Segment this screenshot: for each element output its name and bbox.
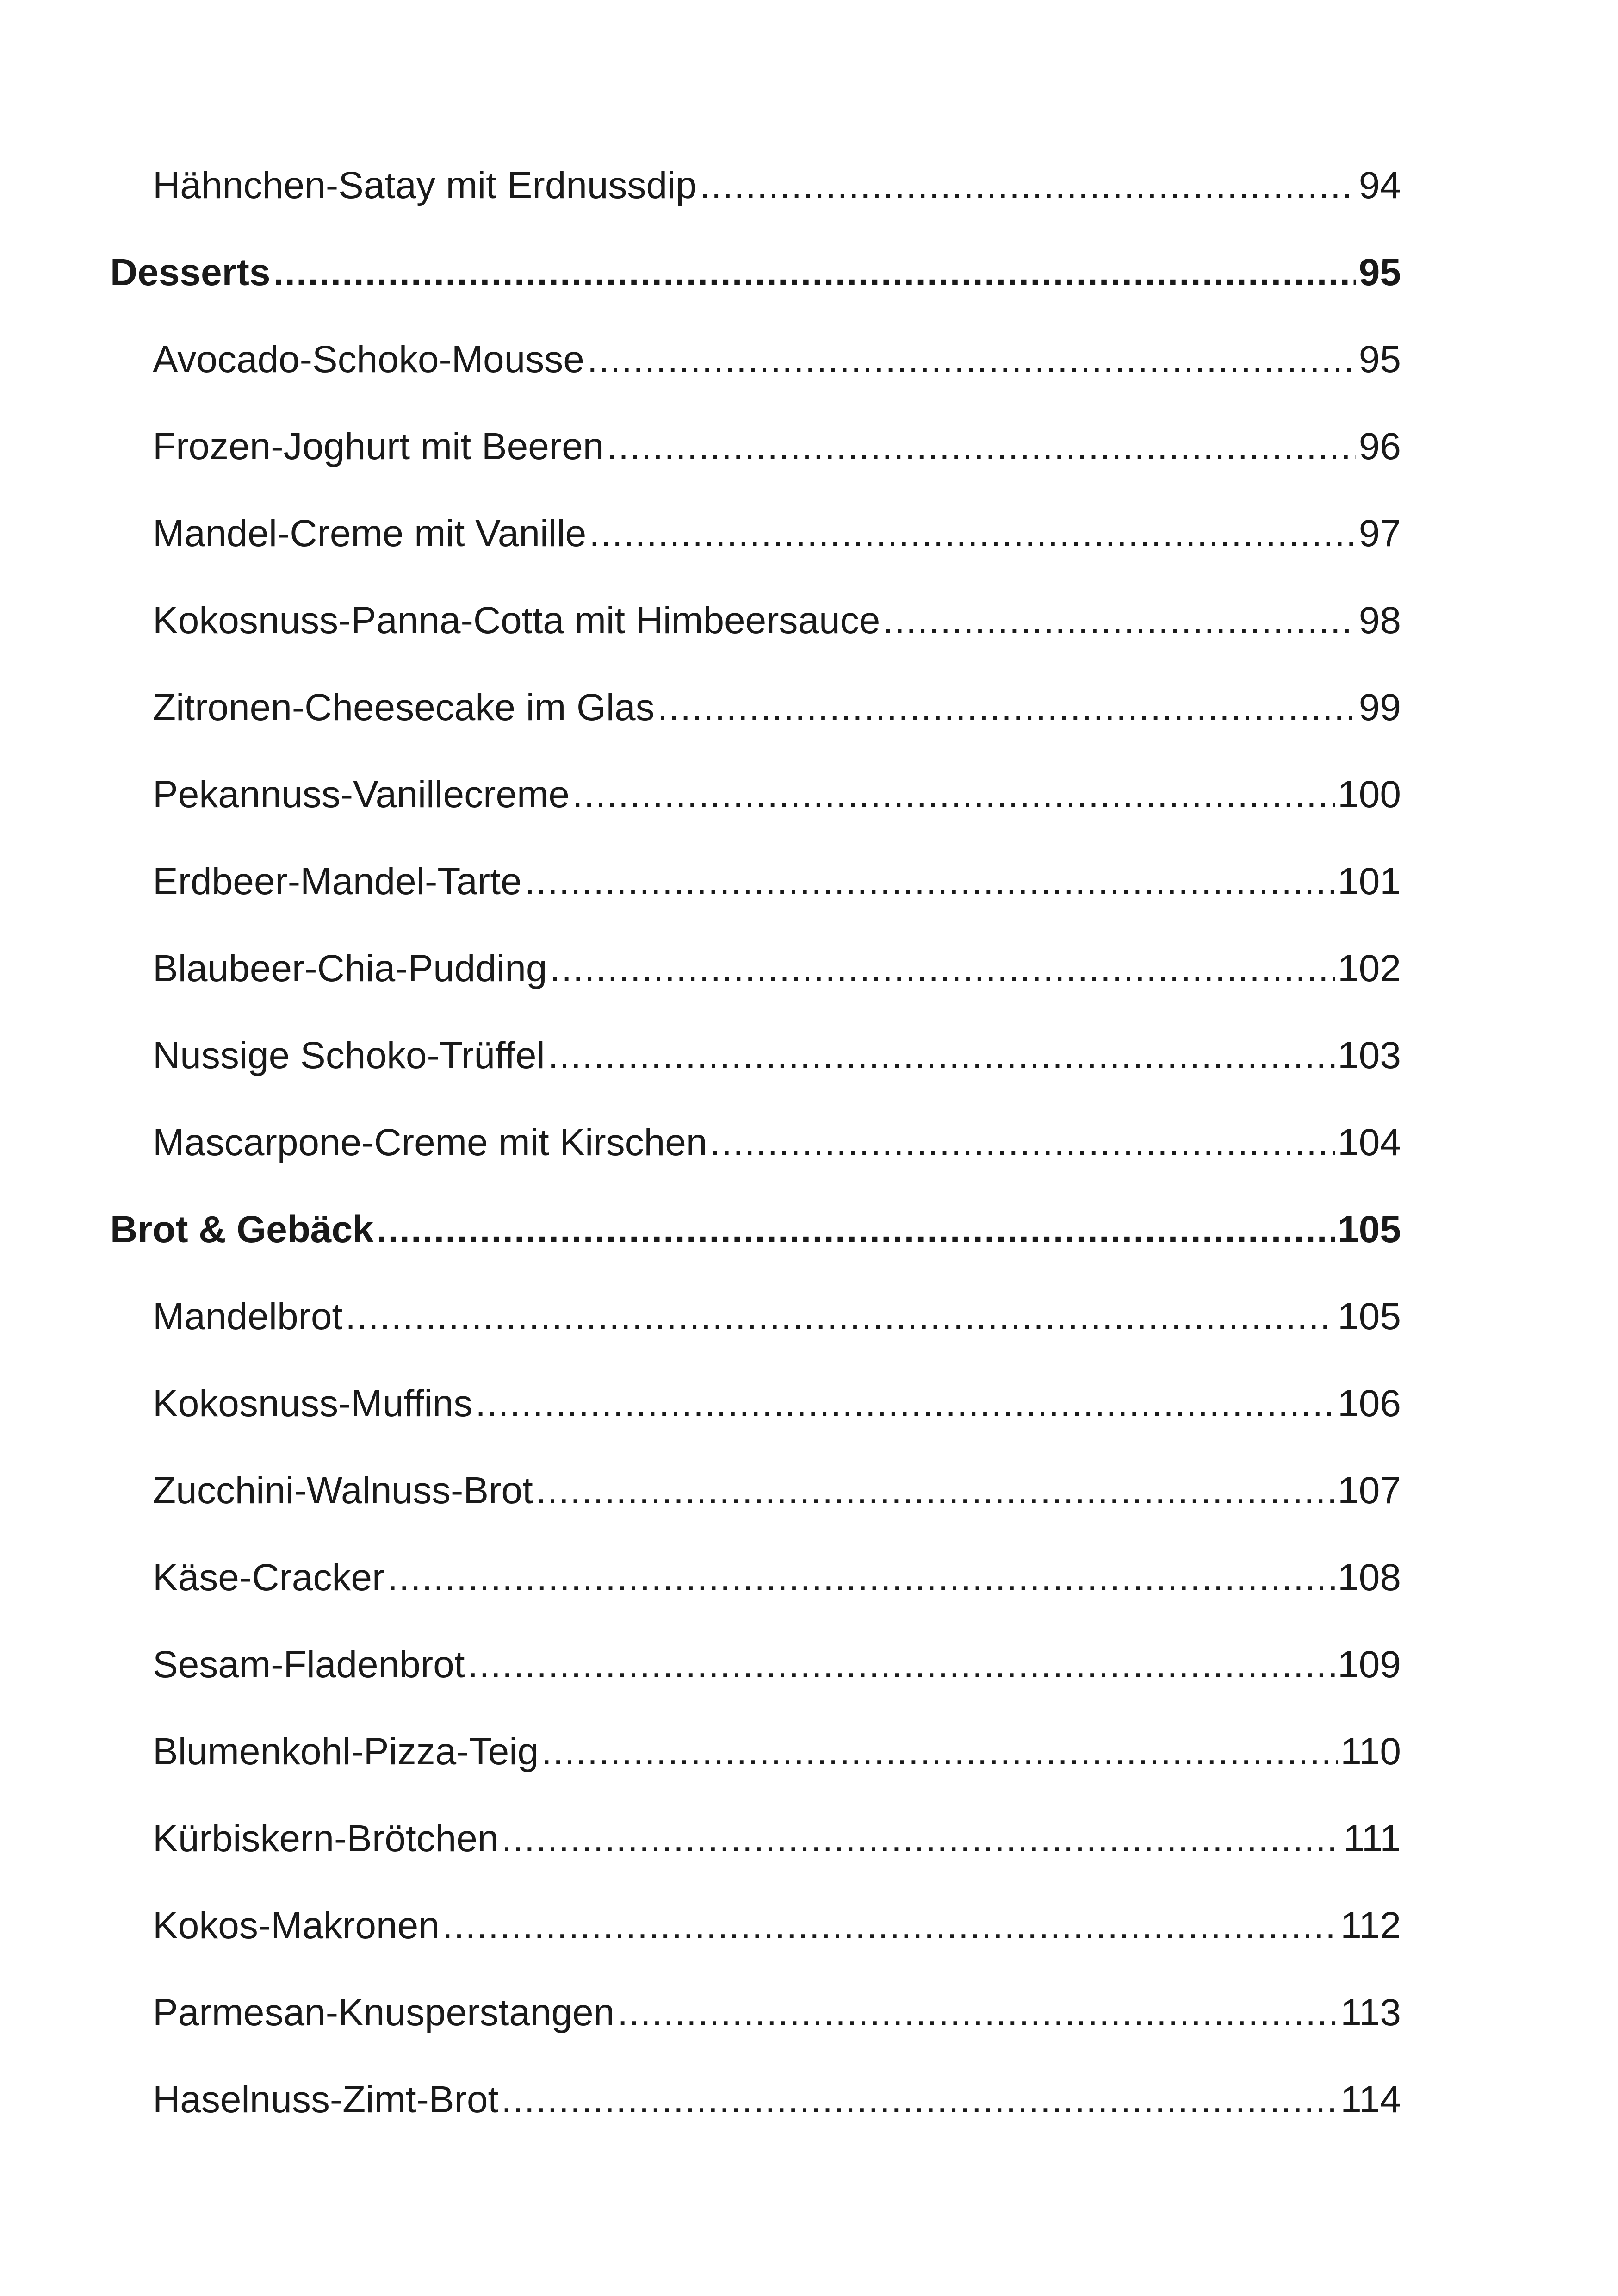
toc-page-number: 95 (1358, 338, 1401, 380)
dot-leader (883, 602, 1356, 640)
toc-entry-title: Kokos-Makronen (153, 1904, 440, 1947)
dot-leader (572, 776, 1335, 814)
toc-entry-title: Haselnuss-Zimt-Brot (153, 2078, 499, 2121)
toc-entry-title: Käse-Cracker (153, 1556, 385, 1599)
toc-page-number: 111 (1343, 1817, 1401, 1860)
toc-page-number: 95 (1358, 251, 1401, 293)
toc-entry-title: Brot & Gebäck (110, 1208, 374, 1251)
toc-entry-title: Erdbeer-Mandel-Tarte (153, 860, 522, 902)
toc-entry[interactable] (110, 599, 1401, 689)
dot-leader (442, 1907, 1338, 1945)
toc-page-number: 94 (1358, 164, 1401, 206)
toc-entry-title: Blumenkohl-Pizza-Teig (153, 1730, 539, 1773)
toc-entry-title: Kürbiskern-Brötchen (153, 1817, 499, 1860)
dot-leader (589, 515, 1356, 553)
dot-leader (710, 1124, 1335, 1162)
toc-page-number: 96 (1358, 425, 1401, 467)
toc-entry-title: Hähnchen-Satay mit Erdnussdip (153, 164, 697, 206)
dot-leader (525, 863, 1335, 901)
toc-entry-title: Zitronen-Cheesecake im Glas (153, 686, 655, 728)
toc-entry-title: Mascarpone-Creme mit Kirschen (153, 1121, 707, 1164)
dot-leader (468, 1646, 1335, 1684)
toc-entry[interactable] (110, 425, 1401, 515)
toc-section-heading[interactable] (110, 251, 1401, 341)
dot-leader (587, 341, 1356, 379)
toc-entry[interactable] (110, 512, 1401, 602)
toc-entry-title: Parmesan-Knusperstangen (153, 1991, 615, 2034)
toc-entry[interactable] (110, 1730, 1401, 1820)
dot-leader (536, 1472, 1335, 1510)
dot-leader (541, 1733, 1338, 1771)
toc-entry-title: Mandel-Creme mit Vanille (153, 512, 587, 554)
toc-entry[interactable] (110, 1295, 1401, 1385)
toc-entry[interactable] (110, 1121, 1401, 1211)
dot-leader (657, 689, 1356, 727)
dot-leader (377, 1211, 1335, 1249)
toc-page-number: 110 (1340, 1730, 1401, 1773)
toc-entry-title: Mandelbrot (153, 1295, 343, 1338)
toc-entry[interactable] (110, 947, 1401, 1037)
toc-page-number: 114 (1340, 2078, 1401, 2121)
toc-page-number: 106 (1338, 1382, 1401, 1425)
toc-entry[interactable] (110, 773, 1401, 863)
toc-entry-title: Desserts (110, 251, 271, 293)
toc-entry[interactable] (110, 1034, 1401, 1124)
dot-leader (273, 254, 1356, 292)
toc-entry[interactable] (110, 1382, 1401, 1472)
dot-leader (617, 1994, 1338, 2032)
toc-page-number: 104 (1338, 1121, 1401, 1164)
dot-leader (548, 1037, 1335, 1075)
dot-leader (700, 167, 1356, 205)
toc-page-number: 105 (1338, 1208, 1401, 1251)
toc-page-number: 113 (1340, 1991, 1401, 2034)
toc-entry-title: Avocado-Schoko-Mousse (153, 338, 584, 380)
toc-page-number: 98 (1358, 599, 1401, 641)
toc-entry[interactable] (110, 1817, 1401, 1907)
toc-entry[interactable] (110, 338, 1401, 428)
toc-section-heading[interactable] (110, 1208, 1401, 1298)
toc-entry-title: Zucchini-Walnuss-Brot (153, 1469, 533, 1512)
dot-leader (387, 1559, 1335, 1597)
toc-page-number: 103 (1338, 1034, 1401, 1076)
toc-page-number: 99 (1358, 686, 1401, 728)
toc-page-number: 108 (1338, 1556, 1401, 1599)
dot-leader (501, 1820, 1340, 1858)
toc-entry[interactable] (110, 1556, 1401, 1646)
toc-entry-title: Sesam-Fladenbrot (153, 1643, 465, 1686)
toc-page-number: 109 (1338, 1643, 1401, 1686)
toc-page-number: 105 (1338, 1295, 1401, 1338)
toc-page-number: 112 (1340, 1904, 1401, 1947)
dot-leader (607, 428, 1356, 466)
toc-entry[interactable] (110, 860, 1401, 950)
toc-page-number: 100 (1338, 773, 1401, 815)
toc-entry-title: Kokosnuss-Panna-Cotta mit Himbeersauce (153, 599, 880, 641)
toc-page-number: 97 (1358, 512, 1401, 554)
toc-entry[interactable] (110, 1469, 1401, 1559)
toc-entry-title: Frozen-Joghurt mit Beeren (153, 425, 604, 467)
toc-entry[interactable] (110, 1643, 1401, 1733)
toc-entry[interactable] (110, 2078, 1401, 2168)
toc-entry[interactable] (110, 1991, 1401, 2081)
toc-page-number: 102 (1338, 947, 1401, 989)
toc-page-number: 101 (1338, 860, 1401, 902)
toc-entry[interactable] (110, 686, 1401, 776)
dot-leader (550, 950, 1335, 988)
toc-entry-title: Kokosnuss-Muffins (153, 1382, 473, 1425)
dot-leader (501, 2081, 1338, 2119)
toc-entry[interactable] (110, 164, 1401, 254)
dot-leader (345, 1298, 1335, 1336)
toc-entry-title: Blaubeer-Chia-Pudding (153, 947, 547, 989)
toc-page-number: 107 (1338, 1469, 1401, 1512)
dot-leader (475, 1385, 1335, 1423)
toc-entry[interactable] (110, 1904, 1401, 1994)
table-of-contents (110, 164, 1401, 2168)
toc-entry-title: Pekannuss-Vanillecreme (153, 773, 570, 815)
toc-entry-title: Nussige Schoko-Trüffel (153, 1034, 545, 1076)
